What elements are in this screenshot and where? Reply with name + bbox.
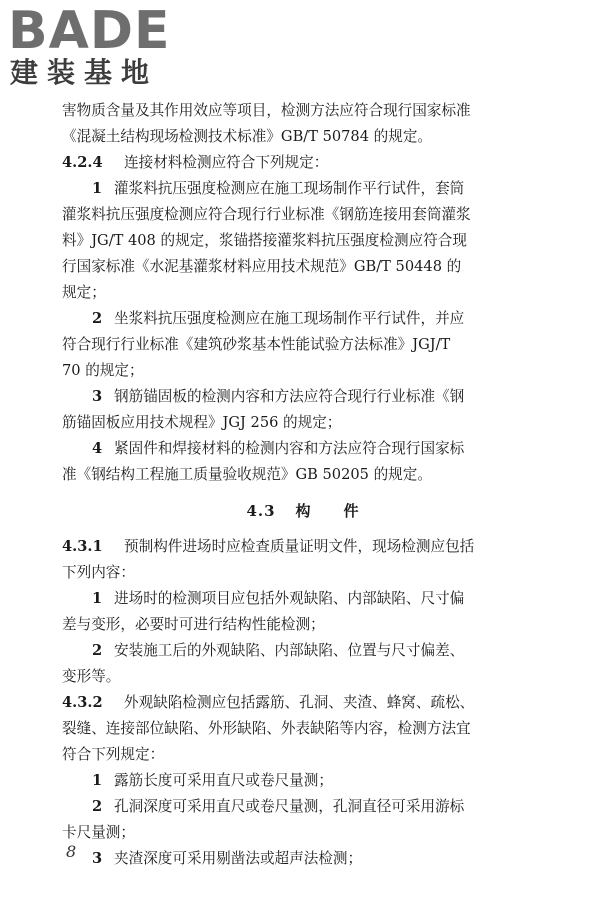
text-line: 行国家标准《水泥基灌浆材料应用技术规范》GB/T 50448 的 bbox=[62, 258, 462, 275]
text-line: 变形等。 bbox=[62, 668, 121, 685]
list-item: 2 孔洞深度可采用直尺或卷尺量测，孔洞直径可采用游标 bbox=[62, 794, 544, 820]
text-line: 下列内容： bbox=[62, 564, 135, 581]
section-title: 构 件 bbox=[295, 502, 360, 520]
text-line: 《混凝土结构现场检测技术标准》GB/T 50784 的规定。 bbox=[62, 128, 433, 145]
text-line: 准《钢结构工程施工质量验收规范》GB 50205 的规定。 bbox=[62, 466, 432, 483]
text-line: 70 的规定； bbox=[62, 362, 144, 379]
text-line: 料》JG/T 408 的规定，浆锚搭接灌浆料抗压强度检测应符合现 bbox=[62, 232, 467, 249]
clause-number: 4.3.1 bbox=[62, 538, 103, 555]
item-number: 1 bbox=[92, 772, 103, 789]
item-number: 2 bbox=[92, 310, 103, 327]
item-number: 1 bbox=[92, 590, 103, 607]
clause-4-3-2: 4.3.2 外观缺陷检测应包括露筋、孔洞、夹渣、蜂窝、疏松、 bbox=[62, 690, 544, 716]
bade-logo bbox=[8, 1, 208, 92]
logo-subtitle: 建装基地 bbox=[10, 56, 159, 89]
text-line: 害物质含量及其作用效应等项目，检测方法应符合现行国家标准 bbox=[62, 102, 471, 119]
clause-number: 4.2.4 bbox=[62, 154, 103, 171]
list-item: 2 坐浆料抗压强度检测应在施工现场制作平行试件，并应 bbox=[62, 306, 544, 332]
item-number: 2 bbox=[92, 642, 103, 659]
list-item: 3 钢筋锚固板的检测内容和方法应符合现行行业标准《钢 bbox=[62, 384, 544, 410]
text-line: 灌浆料抗压强度检测应符合现行行业标准《钢筋连接用套筒灌浆 bbox=[62, 206, 471, 223]
clause-number: 4.3.2 bbox=[62, 694, 103, 711]
list-item: 1 进场时的检测项目应包括外观缺陷、内部缺陷、尺寸偏 bbox=[62, 586, 544, 612]
logo-wordmark: BADE bbox=[8, 1, 171, 61]
list-item: 2 安装施工后的外观缺陷、内部缺陷、位置与尺寸偏差、 bbox=[62, 638, 544, 664]
list-item: 4 紧固件和焊接材料的检测内容和方法应符合现行国家标 bbox=[62, 436, 544, 462]
section-number: 4.3 bbox=[246, 502, 276, 520]
list-item: 3 夹渣深度可采用剔凿法或超声法检测； bbox=[62, 846, 544, 872]
document-body bbox=[62, 98, 544, 872]
clause-4-3-1: 4.3.1 预制构件进场时应检查质量证明文件，现场检测应包括 bbox=[62, 534, 544, 560]
item-number: 3 bbox=[92, 388, 103, 405]
item-number: 2 bbox=[92, 798, 103, 815]
clause-4-2-4: 4.2.4 连接材料检测应符合下列规定： bbox=[62, 150, 544, 176]
item-number: 1 bbox=[92, 180, 103, 197]
text-line: 符合现行行业标准《建筑砂浆基本性能试验方法标准》JGJ/T bbox=[62, 336, 451, 353]
section-heading bbox=[62, 498, 544, 524]
text-line: 差与变形，必要时可进行结构性能检测； bbox=[62, 616, 325, 633]
list-item: 1 露筋长度可采用直尺或卷尺量测； bbox=[62, 768, 544, 794]
text-line: 规定； bbox=[62, 284, 106, 301]
text-line: 裂缝、连接部位缺陷、外形缺陷、外表缺陷等内容，检测方法宜 bbox=[62, 720, 471, 737]
text-line: 卡尺量测； bbox=[62, 824, 135, 841]
text-line: 筋锚固板应用技术规程》JGJ 256 的规定； bbox=[62, 414, 342, 431]
page-number: 8 bbox=[66, 842, 77, 861]
item-number: 3 bbox=[92, 850, 103, 867]
text-line: 符合下列规定： bbox=[62, 746, 165, 763]
list-item: 1 灌浆料抗压强度检测应在施工现场制作平行试件，套筒 bbox=[62, 176, 544, 202]
item-number: 4 bbox=[92, 440, 103, 457]
